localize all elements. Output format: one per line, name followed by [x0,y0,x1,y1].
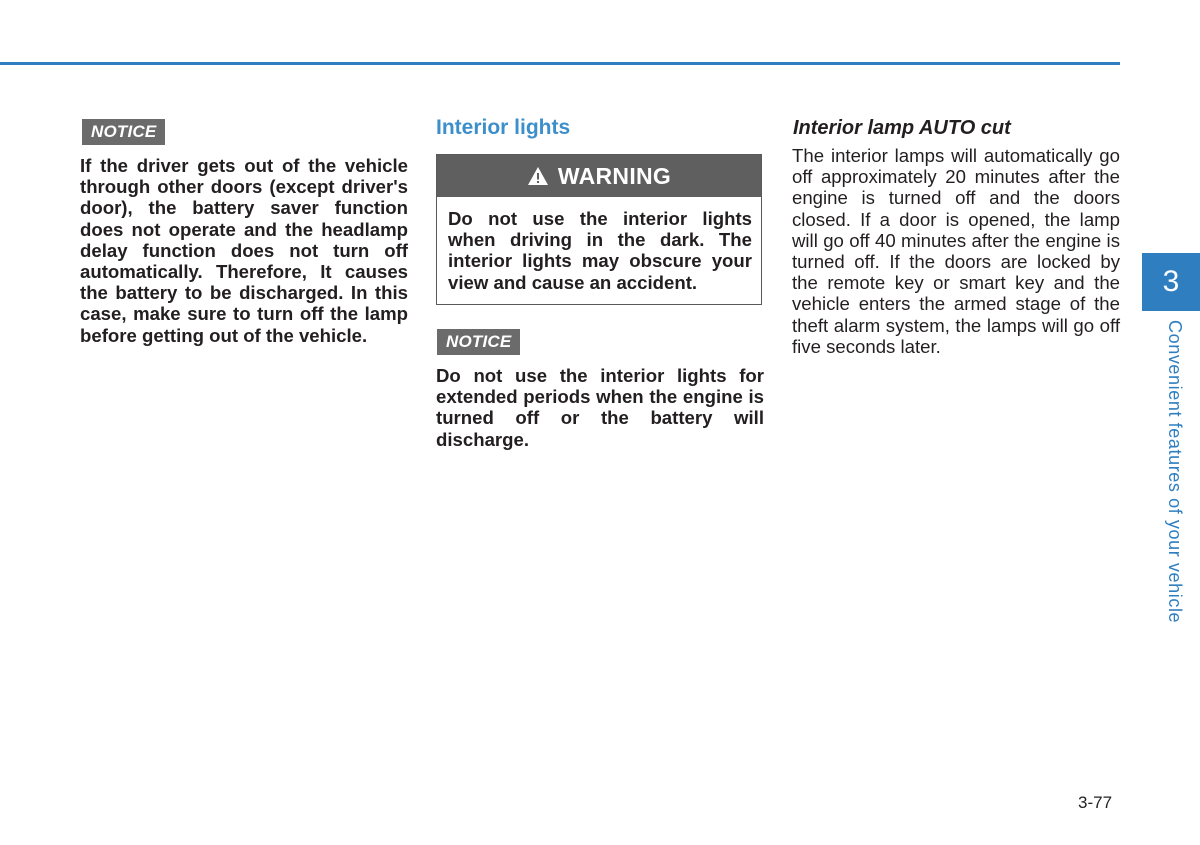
warning-box [436,154,762,305]
warning-text: Do not use the interior lights when driving in the dark. The interior lights may obscure your view and cause an accident. [448,208,752,293]
warning-triangle-icon [527,166,549,186]
subsection-heading: Interior lamp AUTO cut [793,117,1011,139]
page-number: 3-77 [1078,793,1113,812]
top-rule [0,62,1120,65]
section-heading: Interior lights [436,116,571,139]
notice-text: Do not use the interior lights for extended periods when the engine is turned off or the battery will discharge. [436,365,764,450]
chapter-number-tab: 3 [1142,253,1200,311]
warning-label: WARNING [557,162,672,189]
notice-badge: NOTICE [437,329,520,355]
notice-badge: NOTICE [82,119,165,145]
chapter-title: Convenient features of your vehicle [1165,320,1185,624]
warning-header [437,155,761,197]
notice-text: If the driver gets out of the vehicle through other doors (except driver's door), the battery saver function does not operate and the headlamp delay function does not turn off automatically. Therefore, It causes the battery to be discharged. In this case, make sure to turn off the lamp before getting out of the vehicle. [80,155,408,346]
body-paragraph: The interior lamps will automatically go off approximately 20 minutes after the engine is turned off and the doors closed. If a door is opened, the lamp will go off 40 minutes after the engine is turned off. If the doors are locked by the remote key or smart key and the vehicle enters the armed stage of the theft alarm system, the lamps will go off five seconds later. [792,145,1120,357]
